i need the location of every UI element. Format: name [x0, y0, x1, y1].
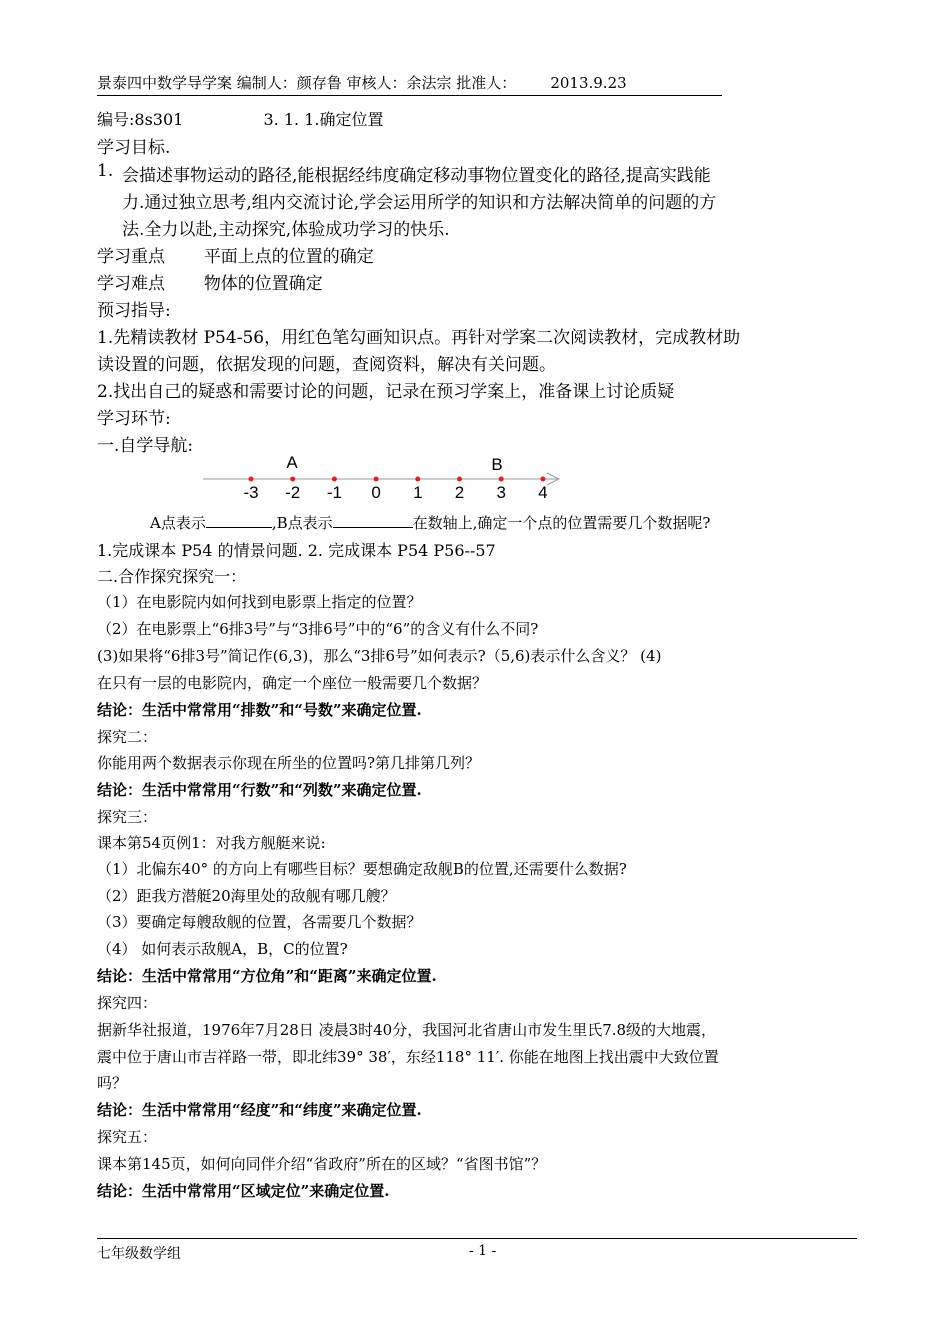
point-b-label: B: [491, 455, 503, 474]
section-1-heading: 一.自学导航:: [97, 436, 194, 456]
goal-1-line-1: 会描述事物运动的路径,能根据经纬度确定移动事物位置变化的路径,提高实践能: [122, 166, 711, 186]
task-line: 1.完成课本 P54 的情景问题. 2. 完成课本 P54 P56--57: [97, 541, 496, 560]
header-date: 2013.9.23: [550, 74, 627, 92]
focus-row: [97, 242, 374, 267]
lesson-title: 3. 1. 1.确定位置: [263, 110, 384, 129]
explore4-line-2: 震中位于唐山市吉祥路一带，即北纬39° 38′，东经118° 11′. 你能在地图上找出震中大致位置: [97, 1048, 719, 1066]
page-footer: [97, 1238, 857, 1263]
number-line-tick-label: 4: [538, 483, 548, 502]
explore5-heading: 探究五：: [97, 1128, 158, 1146]
number-line-dot: [457, 477, 462, 482]
number-line-tick-label: -1: [326, 483, 342, 502]
number-line-dot: [374, 477, 379, 482]
number-line-dot: [332, 477, 337, 482]
conclusion-3: 结论：生活中常常用“方位角”和“距离”来确定位置.: [97, 967, 437, 985]
number-line-dot: [540, 477, 545, 482]
explore3-line-1: 课本第54页例1：对我方舰艇来说:: [97, 834, 326, 852]
number-line-tick-label: -2: [285, 483, 301, 502]
footer-page-number: - 1 -: [469, 1243, 497, 1259]
explore3-line-2: （1）北偏东40° 的方向上有哪些目标？要想确定敌舰B的位置,还需要什么数据?: [97, 860, 627, 878]
conclusion-4: 结论：生活中常常用“经度”和“纬度”来确定位置.: [97, 1101, 422, 1119]
explore3-line-5: （4） 如何表示敌舰A，B，C的位置?: [97, 940, 348, 958]
preview-heading: 预习指导:: [97, 301, 171, 321]
number-line-question: [150, 512, 710, 533]
explore3-heading: 探究三：: [97, 808, 158, 826]
goal-1-num: 1.: [97, 161, 114, 181]
lesson-id-row: [97, 107, 384, 130]
number-line-dot: [249, 477, 254, 482]
explore1-q3: (3)如果将“6排3号”简记作(6,3)，那么“3排6号”如何表示?（5,6)表示什么含义？ (4): [97, 647, 662, 665]
conclusion-1: 结论：生活中常常用“排数”和“号数”来确定位置.: [97, 701, 422, 719]
explore4-heading: 探究四：: [97, 994, 158, 1012]
difficulty-label: 学习难点: [97, 274, 165, 294]
goals-heading: 学习目标.: [97, 138, 171, 158]
question-a-prefix: A点表示: [150, 514, 206, 532]
conclusion-2: 结论：生活中常常用“行数”和“列数”来确定位置.: [97, 781, 422, 799]
number-line-tick-label: 2: [454, 483, 465, 502]
section-2-heading: 二.合作探究探究一：: [97, 567, 247, 586]
explore1-q4: 在只有一层的电影院内，确定一个座位一般需要几个数据？: [97, 674, 488, 692]
point-a-label: A: [286, 453, 298, 472]
number-line-dot: [499, 477, 504, 482]
explore1-q2: （2）在电影票上“6排3号”与“3排6号”中的“6”的含义有什么不同?: [97, 620, 539, 638]
goal-1-line-3: 法.全力以赴,主动探究,体验成功学习的快乐.: [122, 220, 450, 240]
number-line-dot: [290, 477, 295, 482]
focus-label: 学习重点: [97, 247, 165, 267]
number-line: [195, 452, 575, 508]
preview-1-line-2: 读设置的问题，依据发现的问题，查阅资料，解决有关问题。: [97, 355, 556, 375]
doc-id: 编号:8s301: [97, 110, 184, 129]
explore3-line-4: （3）要确定每艘敌舰的位置，各需要几个数据？: [97, 913, 422, 931]
explore5-text: 课本第145页，如何向同伴介绍“省政府”所在的区域？“省图书馆”？: [97, 1155, 547, 1173]
number-line-tick-label: 0: [371, 483, 381, 502]
conclusion-5: 结论：生活中常常用“区域定位”来确定位置.: [97, 1182, 390, 1200]
steps-heading: 学习环节:: [97, 409, 171, 429]
number-line-tick-label: -3: [243, 483, 259, 502]
question-suffix: 在数轴上,确定一个点的位置需要几个数据呢?: [412, 514, 711, 532]
explore4-line-3: 吗？: [97, 1074, 128, 1092]
preview-1-line-1: 1.先精读教材 P54-56，用红色笔勾画知识点。再针对学案二次阅读教材，完成教材助: [97, 328, 741, 348]
explore2-heading: 探究二：: [97, 728, 158, 746]
number-line-dot: [415, 477, 420, 482]
number-line-tick-label: 3: [496, 483, 506, 502]
preview-2: 2.找出自己的疑惑和需要讨论的问题，记录在预习学案上，准备课上讨论质疑: [97, 382, 675, 402]
difficulty-text: 物体的位置确定: [203, 274, 323, 294]
question-b-prefix: ,B点表示: [271, 514, 333, 532]
goal-1-line-2: 力.通过独立思考,组内交流讨论,学会运用所学的知识和方法解决简单的问题的方: [122, 193, 717, 213]
explore1-q1: （1）在电影院内如何找到电影票上指定的位置？: [97, 593, 422, 611]
answer-a-blank[interactable]: [206, 513, 272, 528]
difficulty-row: [97, 269, 323, 294]
focus-text: 平面上点的位置的确定: [203, 247, 374, 267]
explore4-line-1: 据新华社报道，1976年7月28日 凌晨3时40分，我国河北省唐山市发生里氏7.8级的大地震，: [97, 1021, 717, 1039]
number-line-tick-label: 1: [413, 483, 423, 502]
page-header: [97, 72, 722, 96]
answer-b-blank[interactable]: [333, 513, 413, 528]
explore2-text: 你能用两个数据表示你现在所坐的位置吗?第几排第几列？: [97, 754, 481, 772]
footer-group: 七年级数学组: [97, 1246, 181, 1262]
header-text: 景泰四中数学导学案 编制人：颜存鲁 审核人：余法宗 批准人：: [97, 74, 517, 92]
explore3-line-3: （2）距我方潜艇20海里处的敌舰有哪几艘？: [97, 887, 396, 905]
